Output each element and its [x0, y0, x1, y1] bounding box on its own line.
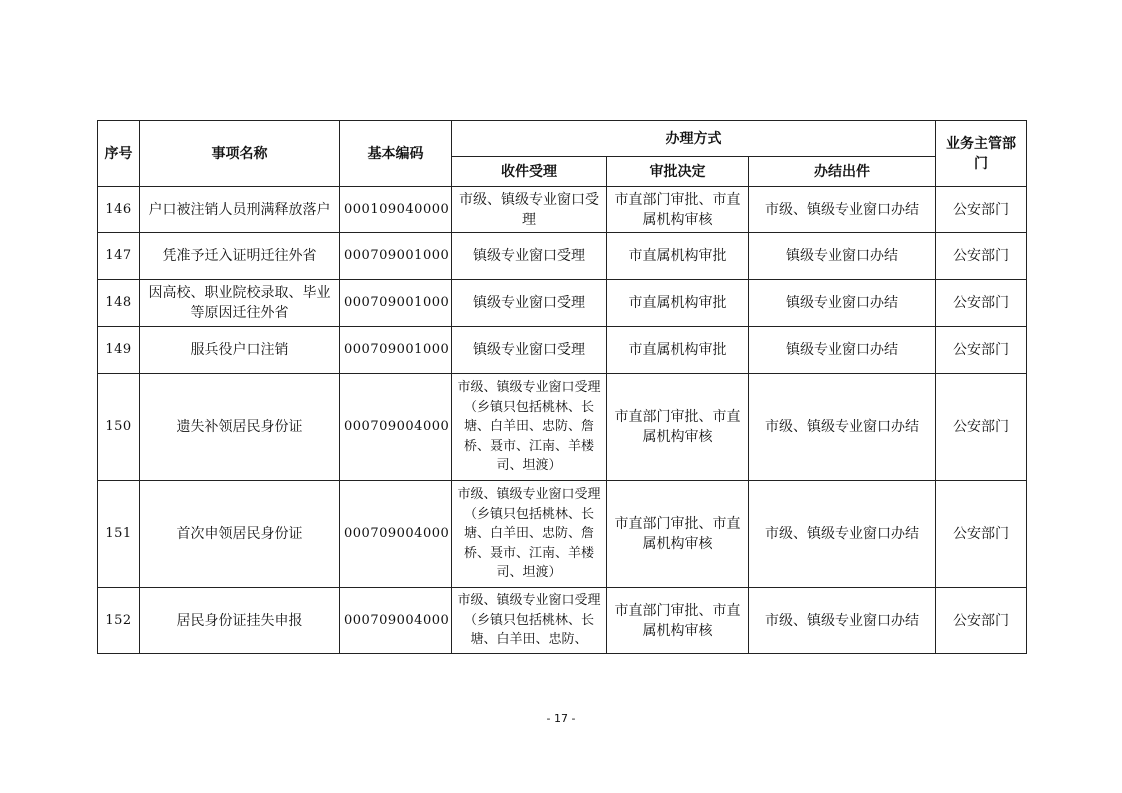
row-name: 首次申领居民身份证: [140, 481, 340, 588]
table-row: [98, 187, 1027, 233]
row-code: 000709004000: [340, 374, 452, 481]
row-code: 000109040000: [340, 187, 452, 233]
row-approve: 市直属机构审批: [607, 280, 749, 327]
row-deliver: 镇级专业窗口办结: [749, 280, 936, 327]
header-name: 事项名称: [140, 121, 340, 187]
row-dept: 公安部门: [936, 481, 1027, 588]
row-dept: 公安部门: [936, 588, 1027, 654]
row-name: 户口被注销人员刑满释放落户: [140, 187, 340, 233]
header-method-group: 办理方式: [452, 121, 936, 157]
row-deliver: 市级、镇级专业窗口办结: [749, 187, 936, 233]
row-receive: 镇级专业窗口受理: [452, 327, 607, 374]
row-index: 148: [98, 280, 140, 327]
row-dept: 公安部门: [936, 233, 1027, 280]
header-approve: 审批决定: [607, 157, 749, 187]
table-row: [98, 374, 1027, 481]
row-name: 服兵役户口注销: [140, 327, 340, 374]
row-index: 150: [98, 374, 140, 481]
row-deliver: 市级、镇级专业窗口办结: [749, 481, 936, 588]
row-receive: 市级、镇级专业窗口受理: [452, 187, 607, 233]
row-deliver: 镇级专业窗口办结: [749, 327, 936, 374]
row-approve: 市直部门审批、市直属机构审核: [607, 374, 749, 481]
row-code: 000709004000: [340, 481, 452, 588]
row-code: 000709001000: [340, 233, 452, 280]
row-dept: 公安部门: [936, 327, 1027, 374]
row-approve: 市直属机构审批: [607, 233, 749, 280]
table-row: [98, 233, 1027, 280]
row-code: 000709001000: [340, 280, 452, 327]
row-receive: 市级、镇级专业窗口受理（乡镇只包括桃林、长塘、白羊田、忠防、詹桥、聂市、江南、羊楼司、坦渡）: [452, 481, 607, 588]
table-row: [98, 280, 1027, 327]
row-name: 因高校、职业院校录取、毕业等原因迁往外省: [140, 280, 340, 327]
row-code: 000709004000: [340, 588, 452, 654]
row-approve: 市直部门审批、市直属机构审核: [607, 588, 749, 654]
row-deliver: 镇级专业窗口办结: [749, 233, 936, 280]
row-name: 遗失补领居民身份证: [140, 374, 340, 481]
row-receive: 镇级专业窗口受理: [452, 280, 607, 327]
row-dept: 公安部门: [936, 187, 1027, 233]
header-code: 基本编码: [340, 121, 452, 187]
row-deliver: 市级、镇级专业窗口办结: [749, 588, 936, 654]
row-approve: 市直部门审批、市直属机构审核: [607, 481, 749, 588]
row-receive: 镇级专业窗口受理: [452, 233, 607, 280]
row-approve: 市直属机构审批: [607, 327, 749, 374]
row-index: 152: [98, 588, 140, 654]
row-name: 居民身份证挂失申报: [140, 588, 340, 654]
row-deliver: 市级、镇级专业窗口办结: [749, 374, 936, 481]
row-approve: 市直部门审批、市直属机构审核: [607, 187, 749, 233]
table-row: [98, 481, 1027, 588]
header-dept: 业务主管部门: [936, 121, 1027, 187]
header-deliver: 办结出件: [749, 157, 936, 187]
row-index: 146: [98, 187, 140, 233]
table-row: [98, 588, 1027, 654]
table-row: [98, 327, 1027, 374]
row-code: 000709001000: [340, 327, 452, 374]
service-items-table: [97, 120, 1027, 654]
page-number: - 17 -: [546, 712, 576, 725]
row-receive: 市级、镇级专业窗口受理（乡镇只包括桃林、长塘、白羊田、忠防、: [452, 588, 607, 654]
header-index: 序号: [98, 121, 140, 187]
row-dept: 公安部门: [936, 374, 1027, 481]
row-index: 149: [98, 327, 140, 374]
header-receive: 收件受理: [452, 157, 607, 187]
row-dept: 公安部门: [936, 280, 1027, 327]
row-index: 151: [98, 481, 140, 588]
row-name: 凭准予迁入证明迁往外省: [140, 233, 340, 280]
row-receive: 市级、镇级专业窗口受理（乡镇只包括桃林、长塘、白羊田、忠防、詹桥、聂市、江南、羊楼司、坦渡）: [452, 374, 607, 481]
row-index: 147: [98, 233, 140, 280]
